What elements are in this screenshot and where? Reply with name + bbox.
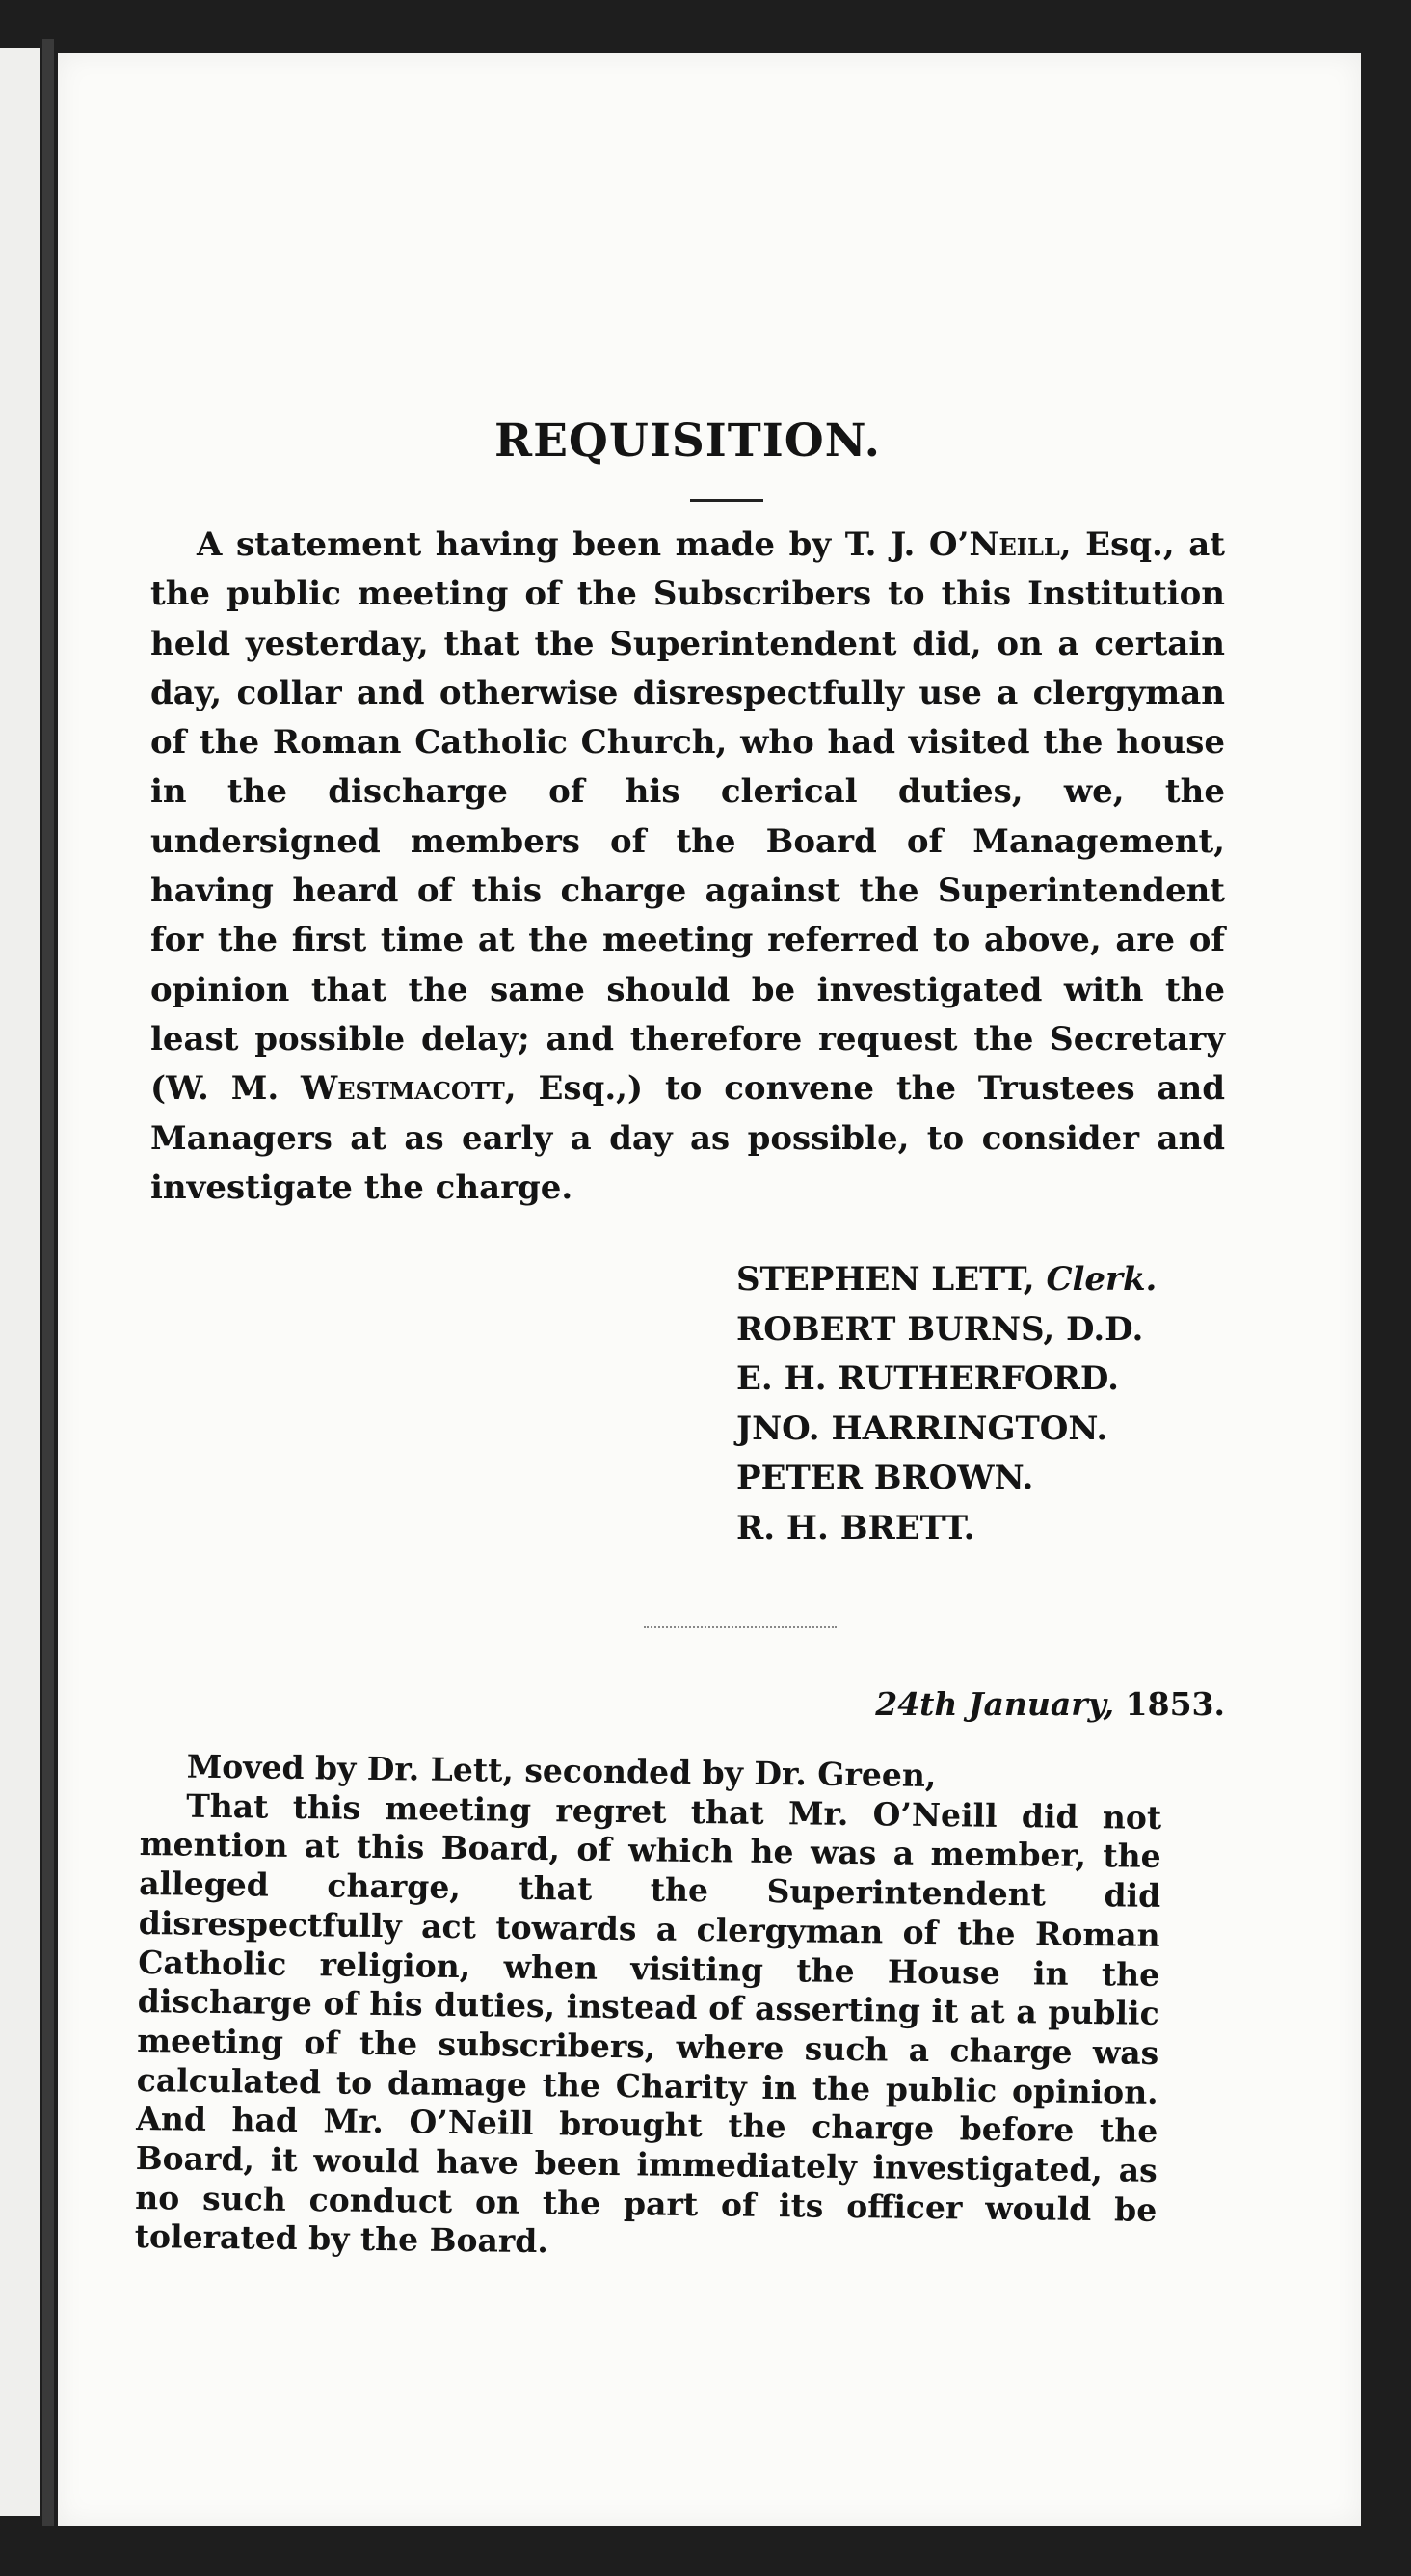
date-day-month: 24th January, <box>875 1685 1115 1723</box>
signatory-name: E. H. RUTHERFORD. <box>736 1359 1120 1398</box>
minutes-date <box>875 1685 1225 1723</box>
signatory <box>736 1405 1157 1455</box>
document-page <box>58 53 1361 2526</box>
page-title: REQUISITION. <box>494 415 881 468</box>
signatory-list <box>736 1255 1157 1553</box>
title-divider <box>690 499 763 502</box>
signatory <box>736 1255 1157 1305</box>
signatory-name: STEPHEN LETT, <box>736 1260 1035 1299</box>
signatory-name: R. H. BRETT. <box>736 1508 975 1547</box>
statement-text-3: , Esq.,) to convene the Trustees and Managers at as early a day as possible, to consider and investigate the charge. <box>150 1069 1225 1207</box>
signatory <box>736 1454 1157 1504</box>
signatory-name: ROBERT BURNS, D.D. <box>736 1309 1144 1349</box>
signatory-name: PETER BROWN. <box>736 1459 1034 1497</box>
board-minutes <box>135 1747 1162 2269</box>
adjacent-page-edge <box>0 48 40 2516</box>
statement-text-2: , Esq., at the public meeting of the Subscribers to this Institution held yesterday, that the Superintendent did, on a certain day, collar and otherwise disrespectfully use a clergyman of the Roman Catholic Church, who had visited the house in the discharge of his clerical duties, we, the undersigned members of the Board of Management, having heard of this charge against the Superintendent for the first time at the meeting referred to above, are of opinion that the same should be investigated with the least possible delay; and therefore request the Secretary (W. M. <box>150 525 1225 1109</box>
statement-name-oneill: Neill <box>969 525 1060 564</box>
statement-name-westmacott: Westmacott <box>301 1069 505 1109</box>
signatory-name: JNO. HARRINGTON. <box>736 1409 1108 1448</box>
signatory <box>736 1504 1157 1554</box>
requisition-statement <box>150 521 1225 1213</box>
resolution-text: That this meeting regret that Mr. O’Neill did not mention at this Board, of which he was a member, the alleged charge, that the Superintendent did disrespectfully act towards a clergyman of the Roman Catholic religion, when visiting the House in the discharge of his duties, instead of asserting it at a public meeting of the subscribers, where such a charge was calculated to damage the Charity in the public opinion. And had Mr. O’Neill brought the charge before the Board, it would have been immediately investigated, as no such conduct on the part of its officer would be tolerated by the Board. <box>134 1786 1162 2261</box>
date-year: 1853. <box>1125 1685 1225 1723</box>
motion-line: Moved by Dr. Lett, seconded by Dr. Green, <box>186 1747 937 1795</box>
section-divider <box>644 1626 837 1628</box>
signatory <box>736 1305 1157 1355</box>
signatory <box>736 1355 1157 1405</box>
signatory-title: Clerk. <box>1046 1260 1158 1299</box>
binding-spine <box>42 39 54 2526</box>
statement-text-1: A statement having been made by T. J. O’ <box>197 525 970 564</box>
